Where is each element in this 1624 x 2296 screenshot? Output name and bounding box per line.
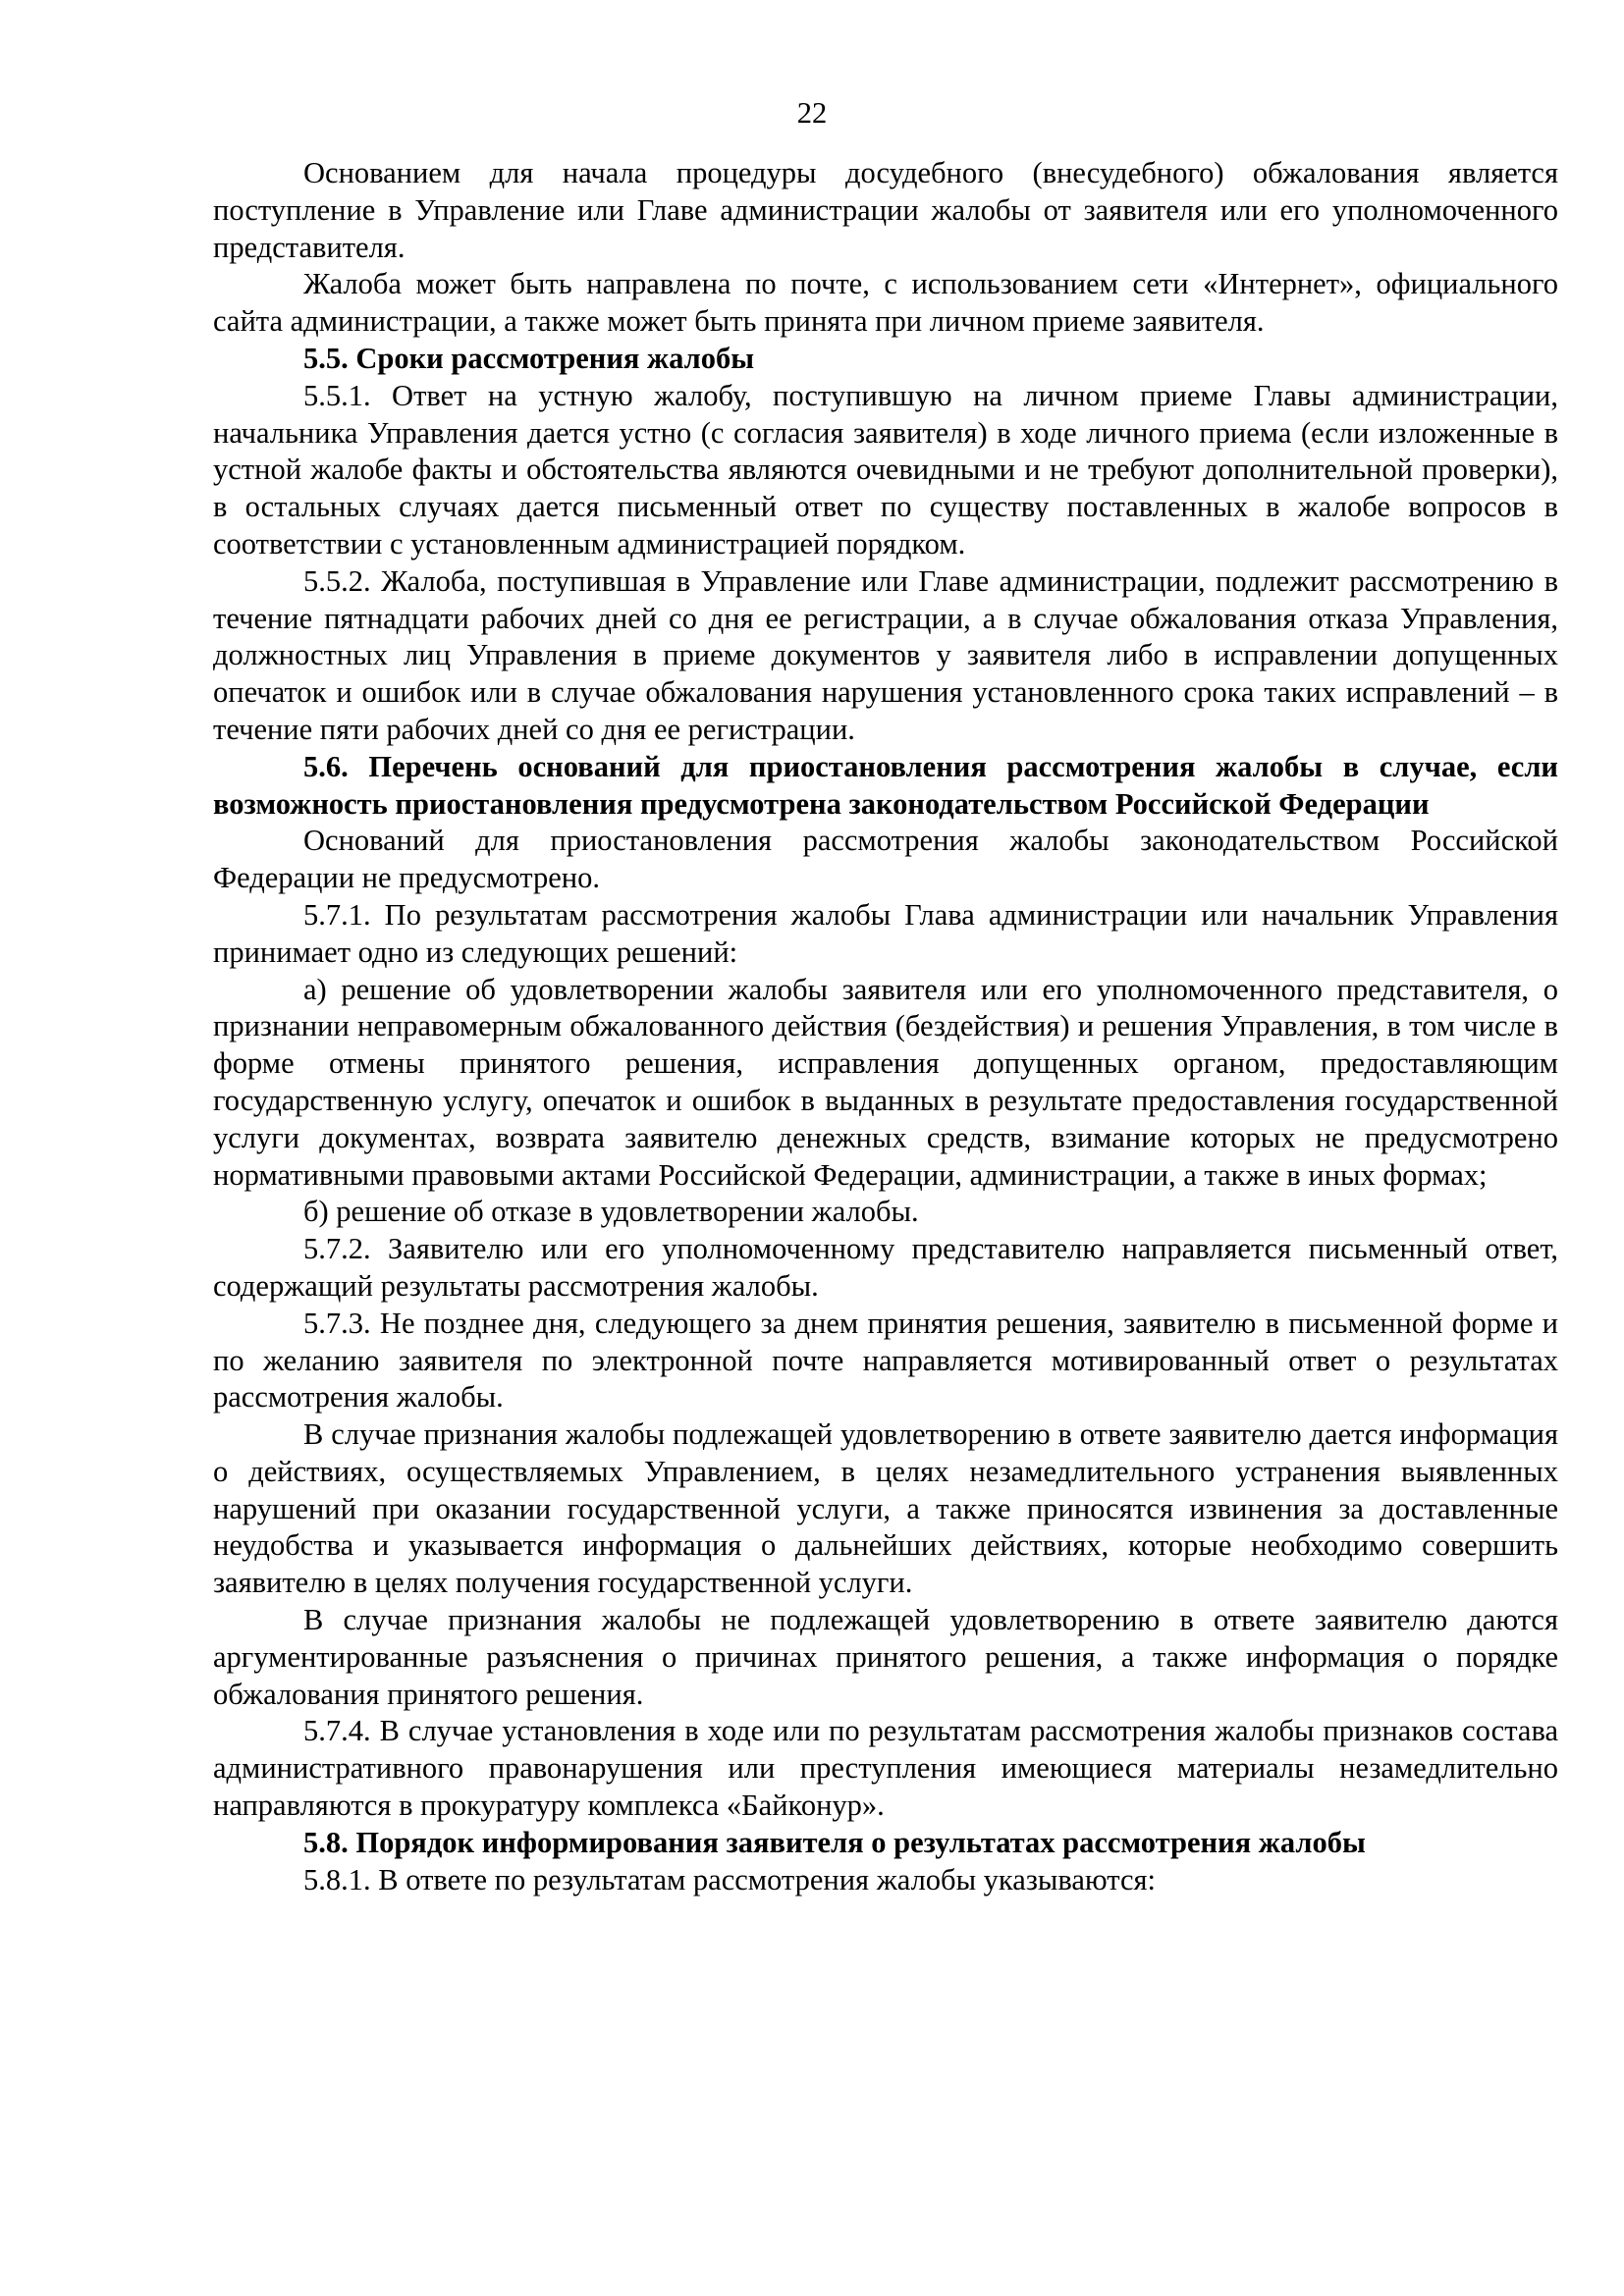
paragraph-5-5-1: 5.5.1. Ответ на устную жалобу, поступившую на личном приеме Главы администрации, начальника Управления дается устно (с согласия заявителя) в ходе личного приема (если изложенные в устной жалобе факты и обстоятельства являются очевидными и не требуют дополнительной проверки), в остальных случаях дается письменный ответ по существу поставленных в жалобе вопросов в соответствии с установленным администрацией порядком. (213, 378, 1558, 561)
paragraph-complaint-satisfied: В случае признания жалобы подлежащей удовлетворению в ответе заявителю дается информация о действиях, осуществляемых Управлением, в целях незамедлительного устранения выявленных нарушений при оказании государственной услуги, а также приносятся извинения за доставленные неудобства и указывается информация о дальнейших действиях, которые необходимо совершить заявителю в целях получения государственной услуги. (213, 1417, 1558, 1600)
page-number: 22 (796, 96, 828, 130)
document-body (213, 155, 1558, 1898)
paragraph-complaint-rejected: В случае признания жалобы не подлежащей удовлетворению в ответе заявителю даются аргументированные разъяснения о причинах принятого решения, а также информация о порядке обжалования принятого решения. (213, 1603, 1558, 1711)
list-item-a: а) решение об удовлетворении жалобы заявителя или его уполномоченного представителя, о признании неправомерным обжалованного действия (бездействия) и решения Управления, в том числе в форме отмены принятого решения, исправления допущенных органом, предоставляющим государственную услугу, опечаток и ошибок в выданных в результате предоставления государственной услуги документах, возврата заявителю денежных средств, взимание которых не предусмотрено нормативными правовыми актами Российской Федерации, администрации, а также в иных формах; (213, 972, 1558, 1192)
paragraph-no-suspension-grounds: Оснований для приостановления рассмотрения жалобы законодательством Российской Федерации не предусмотрено. (213, 824, 1558, 895)
paragraph-5-7-2: 5.7.2. Заявителю или его уполномоченному представителю направляется письменный ответ, содержащий результаты рассмотрения жалобы. (213, 1232, 1558, 1303)
section-heading-5-5: 5.5. Сроки рассмотрения жалобы (303, 341, 755, 375)
section-heading-5-8: 5.8. Порядок информирования заявителя о результатах рассмотрения жалобы (303, 1825, 1366, 1859)
paragraph-complaint-channels: Жалоба может быть направлена по почте, с использованием сети «Интернет», официального сайта администрации, а также может быть принята при личном приеме заявителя. (213, 267, 1558, 339)
paragraph-5-7-3: 5.7.3. Не позднее дня, следующего за днем принятия решения, заявителю в письменной форме и по желанию заявителя по электронной почте направляется мотивированный ответ о результатах рассмотрения жалобы. (213, 1306, 1558, 1415)
paragraph-5-5-2: 5.5.2. Жалоба, поступившая в Управление или Главе администрации, подлежит рассмотрению в течение пятнадцати рабочих дней со дня ее регистрации, а в случае обжалования отказа Управления, должностных лиц Управления в приеме документов у заявителя либо в исправлении допущенных опечаток и ошибок или в случае обжалования нарушения установленного срока таких исправлений – в течение пяти рабочих дней со дня ее регистрации. (213, 563, 1558, 746)
list-item-b: б) решение об отказе в удовлетворении жалобы. (303, 1195, 919, 1229)
paragraph-5-7-4: 5.7.4. В случае установления в ходе или по результатам рассмотрения жалобы признаков состава административного правонарушения или преступления имеющиеся материалы незамедлительно направляются в прокуратуру комплекса «Байконур». (213, 1714, 1558, 1823)
paragraph-5-8-1: 5.8.1. В ответе по результатам рассмотрения жалобы указываются: (303, 1862, 1157, 1896)
paragraph-5-7-1: 5.7.1. По результатам рассмотрения жалобы Глава администрации или начальник Управления принимает одно из следующих решений: (213, 897, 1558, 969)
section-heading-5-6: 5.6. Перечень оснований для приостановления рассмотрения жалобы в случае, если возможность приостановления предусмотрена законодательством Российской Федерации (213, 749, 1558, 821)
paragraph-appeal-basis: Основанием для начала процедуры досудебного (внесудебного) обжалования является поступление в Управление или Главе администрации жалобы от заявителя или его уполномоченного представителя. (213, 156, 1558, 264)
